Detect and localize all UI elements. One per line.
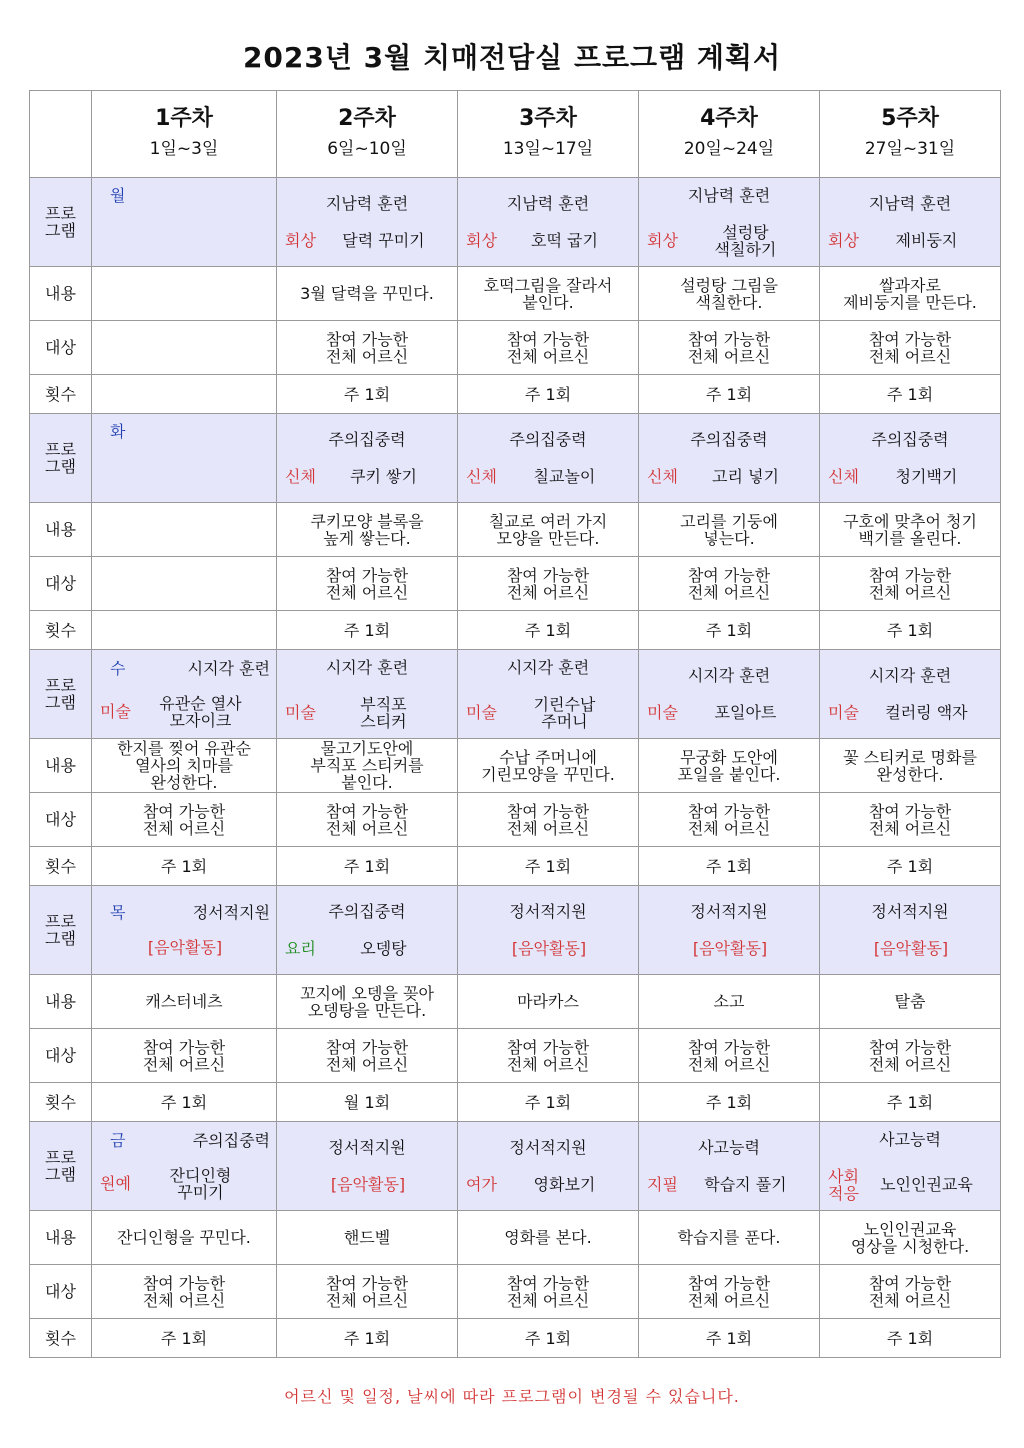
week-dates: 1일~3일	[149, 139, 219, 159]
program-category: 지필	[647, 1175, 678, 1194]
program-title: 시지각 훈련	[868, 666, 952, 685]
target-cell-week4: 참여 가능한 전체 어르신	[639, 1029, 820, 1083]
count-row	[30, 1319, 1001, 1358]
count-cell-week4: 주 1회	[639, 611, 820, 650]
week-header-row	[30, 91, 1001, 178]
program-category: 신체	[828, 467, 859, 486]
target-row	[30, 1265, 1001, 1319]
target-cell-week1: 참여 가능한 전체 어르신	[92, 1265, 277, 1319]
program-sub	[824, 232, 996, 249]
content-cell-week2: 3월 달력을 꾸민다.	[277, 267, 458, 321]
target-row	[30, 1029, 1001, 1083]
count-cell-week3: 주 1회	[458, 847, 639, 886]
program-name: 제비둥지	[895, 231, 958, 250]
target-cell-week5: 참여 가능한 전체 어르신	[820, 1265, 1001, 1319]
content-cell-week3: 칠교로 여러 가지 모양을 만든다.	[458, 503, 639, 557]
program-title-row	[96, 660, 272, 677]
program-cell-week3	[458, 886, 639, 975]
program-sub	[824, 704, 996, 721]
count-cell-week3: 주 1회	[458, 1319, 639, 1358]
program-name: 호떡 굽기	[531, 231, 598, 250]
count-row	[30, 375, 1001, 414]
week-dates: 27일~31일	[864, 139, 956, 159]
content-cell-week3: 수납 주머니에 기린모양을 꾸민다.	[458, 739, 639, 793]
row-label-program: 프로 그램	[30, 650, 92, 739]
target-cell-week3: 참여 가능한 전체 어르신	[458, 321, 639, 375]
program-name: 부직포 스티커	[360, 694, 407, 731]
program-category: 회상	[466, 231, 497, 250]
program-sub	[824, 1168, 996, 1202]
target-cell-week3: 참여 가능한 전체 어르신	[458, 1265, 639, 1319]
count-row	[30, 611, 1001, 650]
target-cell-week2: 참여 가능한 전체 어르신	[277, 321, 458, 375]
program-title: 정서적지원	[509, 902, 587, 921]
program-category: 신체	[285, 467, 316, 486]
target-cell-week5: 참여 가능한 전체 어르신	[820, 321, 1001, 375]
program-name: 칠교놀이	[533, 467, 596, 486]
program-cell-week2	[277, 650, 458, 739]
corner-cell	[30, 91, 92, 178]
program-sub	[281, 1176, 453, 1193]
program-cell-week3	[458, 414, 639, 503]
count-cell-week2: 월 1회	[277, 1083, 458, 1122]
program-title: 주의집중력	[328, 430, 406, 449]
program-row	[30, 1122, 1001, 1211]
row-label-content: 내용	[30, 739, 92, 793]
content-cell-week4: 고리를 기둥에 넣는다.	[639, 503, 820, 557]
content-row	[30, 1211, 1001, 1265]
count-cell-week5: 주 1회	[820, 1083, 1001, 1122]
program-cell-week4	[639, 650, 820, 739]
program-sub	[462, 696, 634, 730]
program-category: 여가	[466, 1175, 497, 1194]
content-row	[30, 739, 1001, 793]
content-cell-week4: 소고	[639, 975, 820, 1029]
program-cell-week1	[92, 1122, 277, 1211]
program-title: 정서적지원	[509, 1138, 587, 1157]
program-title: 시지각 훈련	[325, 657, 409, 677]
program-category: 미술	[466, 703, 497, 722]
program-sub	[96, 939, 272, 956]
target-row	[30, 321, 1001, 375]
content-cell-week1: 한지를 찢어 유관순 열사의 치마를 완성한다.	[92, 739, 277, 793]
program-sub	[643, 704, 815, 721]
row-label-target: 대상	[30, 321, 92, 375]
target-cell-week2: 참여 가능한 전체 어르신	[277, 1265, 458, 1319]
program-cell-week1	[92, 178, 277, 267]
count-cell-week4: 주 1회	[639, 1319, 820, 1358]
count-cell-week1	[92, 375, 277, 414]
week-header-2	[277, 91, 458, 178]
row-label-target: 대상	[30, 1265, 92, 1319]
program-cell-week3	[458, 650, 639, 739]
program-title: 시지각 훈련	[187, 658, 270, 678]
week-label: 2주차	[338, 106, 396, 131]
count-cell-week4: 주 1회	[639, 847, 820, 886]
row-label-content: 내용	[30, 267, 92, 321]
program-name: 쿠키 쌓기	[350, 467, 417, 486]
target-cell-week4: 참여 가능한 전체 어르신	[639, 321, 820, 375]
program-category: 회상	[285, 231, 316, 250]
program-name: 오뎅탕	[360, 939, 407, 958]
day-label: 목	[110, 903, 126, 922]
target-row	[30, 557, 1001, 611]
row-label-target: 대상	[30, 793, 92, 847]
count-cell-week5: 주 1회	[820, 611, 1001, 650]
program-sub	[643, 1176, 815, 1193]
content-cell-week4: 학습지를 푼다.	[639, 1211, 820, 1265]
row-label-target: 대상	[30, 557, 92, 611]
program-title: 정서적지원	[192, 903, 270, 922]
program-sub	[281, 940, 453, 957]
target-cell-week4: 참여 가능한 전체 어르신	[639, 1265, 820, 1319]
count-cell-week3: 주 1회	[458, 375, 639, 414]
week-header-5	[820, 91, 1001, 178]
day-label: 월	[110, 185, 126, 205]
target-cell-week1	[92, 321, 277, 375]
program-name: 설렁탕 색칠하기	[714, 222, 777, 259]
program-cell-week4	[639, 178, 820, 267]
row-label-content: 내용	[30, 975, 92, 1029]
content-cell-week3: 호떡그림을 잘라서 붙인다.	[458, 267, 639, 321]
target-cell-week5: 참여 가능한 전체 어르신	[820, 1029, 1001, 1083]
program-title: 정서적지원	[690, 902, 768, 921]
target-cell-week1	[92, 557, 277, 611]
program-sub	[824, 468, 996, 485]
content-cell-week3: 마라카스	[458, 975, 639, 1029]
program-sub	[643, 940, 815, 957]
day-label: 금	[110, 1130, 126, 1150]
program-cell-week2	[277, 178, 458, 267]
target-cell-week3: 참여 가능한 전체 어르신	[458, 793, 639, 847]
program-title: 지남력 훈련	[506, 194, 590, 213]
target-cell-week3: 참여 가능한 전체 어르신	[458, 1029, 639, 1083]
week-label: 4주차	[700, 106, 758, 131]
week-header-4	[639, 91, 820, 178]
program-cell-week1	[92, 886, 277, 975]
target-row	[30, 793, 1001, 847]
page-title: 2023년 3월 치매전담실 프로그램 계획서	[242, 41, 782, 74]
content-cell-week4: 설렁탕 그림을 색칠한다.	[639, 267, 820, 321]
program-cell-week3	[458, 1122, 639, 1211]
count-cell-week5: 주 1회	[820, 847, 1001, 886]
content-cell-week1	[92, 503, 277, 557]
content-row	[30, 267, 1001, 321]
program-sub	[462, 232, 634, 249]
program-category: 원예	[100, 1174, 131, 1193]
program-sub	[462, 940, 634, 957]
program-sub	[96, 695, 272, 729]
program-name: 고리 넣기	[712, 467, 779, 486]
program-title: 정서적지원	[871, 902, 949, 921]
content-row	[30, 503, 1001, 557]
target-cell-week5: 참여 가능한 전체 어르신	[820, 793, 1001, 847]
target-cell-week4: 참여 가능한 전체 어르신	[639, 557, 820, 611]
program-cell-week1	[92, 650, 277, 739]
target-cell-week2: 참여 가능한 전체 어르신	[277, 1029, 458, 1083]
count-cell-week1: 주 1회	[92, 1319, 277, 1358]
program-name: 영화보기	[533, 1175, 596, 1194]
content-cell-week5: 탈춤	[820, 975, 1001, 1029]
program-category: 미술	[100, 702, 131, 721]
program-sub	[281, 232, 453, 249]
content-cell-week2: 물고기도안에 부직포 스티커를 붙인다.	[277, 739, 458, 793]
program-cell-week5	[820, 1122, 1001, 1211]
target-cell-week2: 참여 가능한 전체 어르신	[277, 793, 458, 847]
program-plan-table	[29, 90, 1001, 1358]
program-title: 사고능력	[698, 1138, 760, 1157]
target-cell-week2: 참여 가능한 전체 어르신	[277, 557, 458, 611]
row-label-count: 횟수	[30, 375, 92, 414]
program-name: 유관순 열사 모자이크	[159, 693, 242, 730]
program-sub	[824, 940, 996, 957]
program-category: 미술	[828, 703, 859, 722]
program-title: 지남력 훈련	[868, 194, 952, 213]
program-cell-week1	[92, 414, 277, 503]
program-sub	[643, 468, 815, 485]
program-row	[30, 650, 1001, 739]
row-label-count: 횟수	[30, 1319, 92, 1358]
program-category: 미술	[647, 703, 678, 722]
program-sub	[462, 468, 634, 485]
program-name: 포일아트	[714, 703, 777, 722]
week-dates: 6일~10일	[327, 139, 407, 159]
week-label: 1주차	[155, 106, 213, 131]
row-label-program: 프로 그램	[30, 1122, 92, 1211]
footer-note: 어르신 및 일정, 날씨에 따라 프로그램이 변경될 수 있습니다.	[284, 1387, 740, 1406]
row-label-count: 횟수	[30, 1083, 92, 1122]
program-cell-week3	[458, 178, 639, 267]
program-title: 시지각 훈련	[506, 657, 590, 677]
program-title-row	[96, 904, 272, 921]
program-name: 청기백기	[895, 467, 958, 486]
program-sub	[96, 1167, 272, 1201]
program-title: 정서적지원	[328, 1138, 406, 1157]
row-label-count: 횟수	[30, 611, 92, 650]
target-cell-week1: 참여 가능한 전체 어르신	[92, 1029, 277, 1083]
target-cell-week5: 참여 가능한 전체 어르신	[820, 557, 1001, 611]
program-title: 주의집중력	[690, 430, 768, 449]
week-header-3	[458, 91, 639, 178]
day-label: 화	[110, 421, 126, 441]
day-label: 수	[110, 658, 126, 678]
count-cell-week2: 주 1회	[277, 375, 458, 414]
program-name: 기린수납 주머니	[533, 694, 596, 731]
program-sub	[281, 696, 453, 730]
content-cell-week2: 꼬지에 오뎅을 꽂아 오뎅탕을 만든다.	[277, 975, 458, 1029]
table-body	[30, 91, 1001, 1358]
content-cell-week5: 쌀과자로 제비둥지를 만든다.	[820, 267, 1001, 321]
program-cell-week4	[639, 414, 820, 503]
program-sub	[281, 468, 453, 485]
program-category: 회상	[647, 231, 678, 250]
count-row	[30, 847, 1001, 886]
program-title: 주의집중력	[509, 430, 587, 449]
program-cell-week2	[277, 414, 458, 503]
program-category: 미술	[285, 703, 316, 722]
count-cell-week4: 주 1회	[639, 375, 820, 414]
program-name: 달력 꾸미기	[342, 231, 425, 250]
program-cell-week5	[820, 650, 1001, 739]
content-cell-week1: 캐스터네츠	[92, 975, 277, 1029]
content-cell-week2: 쿠키모양 블록을 높게 쌓는다.	[277, 503, 458, 557]
program-title: 시지각 훈련	[687, 666, 771, 685]
content-cell-week1	[92, 267, 277, 321]
program-name: [음악활동]	[147, 938, 223, 957]
program-cell-week4	[639, 886, 820, 975]
content-cell-week5: 구호에 맞추어 청기 백기를 올린다.	[820, 503, 1001, 557]
count-cell-week1: 주 1회	[92, 1083, 277, 1122]
program-cell-week5	[820, 178, 1001, 267]
program-category: 사회 적응	[828, 1166, 859, 1203]
target-cell-week4: 참여 가능한 전체 어르신	[639, 793, 820, 847]
program-cell-week5	[820, 886, 1001, 975]
count-cell-week5: 주 1회	[820, 1319, 1001, 1358]
program-title: 주의집중력	[192, 1130, 270, 1150]
target-cell-week1: 참여 가능한 전체 어르신	[92, 793, 277, 847]
program-category: 회상	[828, 231, 859, 250]
program-title: 주의집중력	[871, 430, 949, 449]
row-label-program: 프로 그램	[30, 414, 92, 503]
program-title: 지남력 훈련	[687, 185, 771, 205]
row-label-target: 대상	[30, 1029, 92, 1083]
program-category: 신체	[466, 467, 497, 486]
count-cell-week3: 주 1회	[458, 1083, 639, 1122]
row-label-program: 프로 그램	[30, 178, 92, 267]
content-row	[30, 975, 1001, 1029]
row-label-program: 프로 그램	[30, 886, 92, 975]
program-sub	[462, 1176, 634, 1193]
program-category: 신체	[647, 467, 678, 486]
program-title: 지남력 훈련	[325, 194, 409, 213]
program-category: 요리	[285, 939, 316, 958]
program-title-row	[96, 1132, 272, 1149]
row-label-content: 내용	[30, 503, 92, 557]
program-name: [음악활동]	[330, 1175, 406, 1194]
count-cell-week3: 주 1회	[458, 611, 639, 650]
program-cell-week2	[277, 1122, 458, 1211]
program-name: 잔디인형 꾸미기	[169, 1165, 232, 1202]
content-cell-week5: 노인인권교육 영상을 시청한다.	[820, 1211, 1001, 1265]
count-cell-week2: 주 1회	[277, 847, 458, 886]
count-cell-week1	[92, 611, 277, 650]
content-cell-week5: 꽃 스티커로 명화를 완성한다.	[820, 739, 1001, 793]
program-name: 학습지 풀기	[704, 1175, 787, 1194]
program-sub	[643, 224, 815, 258]
program-row	[30, 414, 1001, 503]
program-cell-week2	[277, 886, 458, 975]
week-header-1	[92, 91, 277, 178]
program-name: 컬러링 액자	[885, 703, 968, 722]
program-name: 노인인권교육	[880, 1175, 973, 1194]
count-cell-week2: 주 1회	[277, 1319, 458, 1358]
count-cell-week1: 주 1회	[92, 847, 277, 886]
count-cell-week2: 주 1회	[277, 611, 458, 650]
program-name: [음악활동]	[873, 939, 949, 958]
content-cell-week4: 무궁화 도안에 포일을 붙인다.	[639, 739, 820, 793]
week-label: 3주차	[519, 106, 577, 131]
program-row	[30, 886, 1001, 975]
week-dates: 13일~17일	[502, 139, 594, 159]
week-label: 5주차	[881, 106, 939, 131]
program-title: 사고능력	[879, 1129, 941, 1149]
content-cell-week1: 잔디인형을 꾸민다.	[92, 1211, 277, 1265]
program-name: [음악활동]	[511, 939, 587, 958]
count-cell-week4: 주 1회	[639, 1083, 820, 1122]
row-label-count: 횟수	[30, 847, 92, 886]
count-cell-week5: 주 1회	[820, 375, 1001, 414]
program-name: [음악활동]	[692, 939, 768, 958]
row-label-content: 내용	[30, 1211, 92, 1265]
content-cell-week3: 영화를 본다.	[458, 1211, 639, 1265]
target-cell-week3: 참여 가능한 전체 어르신	[458, 557, 639, 611]
program-row	[30, 178, 1001, 267]
week-dates: 20일~24일	[683, 139, 775, 159]
program-cell-week4	[639, 1122, 820, 1211]
content-cell-week2: 핸드벨	[277, 1211, 458, 1265]
program-title: 주의집중력	[328, 902, 406, 921]
program-cell-week5	[820, 414, 1001, 503]
count-row	[30, 1083, 1001, 1122]
